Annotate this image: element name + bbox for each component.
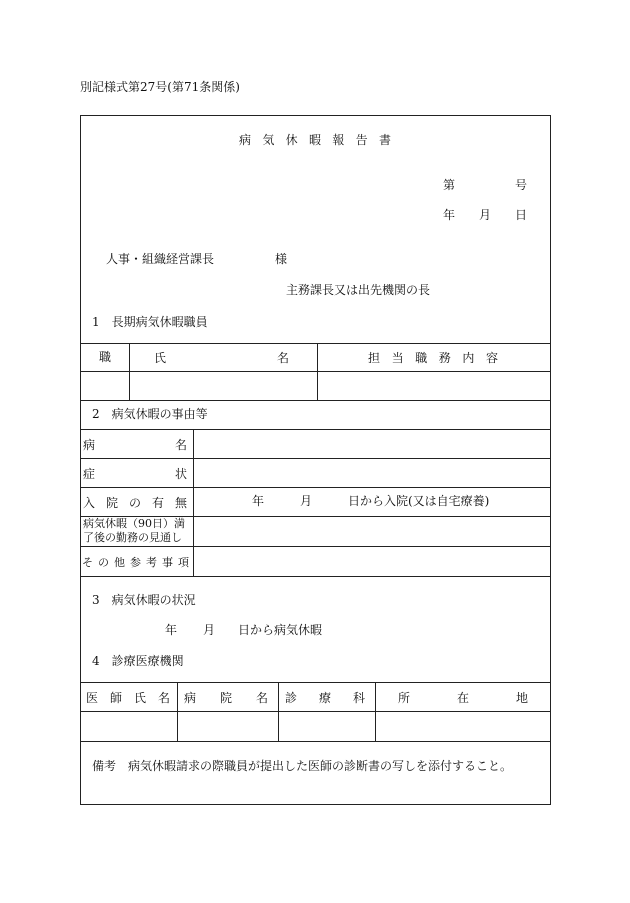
section4-heading: 4 診療医療機関 <box>92 654 184 668</box>
divider <box>80 429 551 430</box>
section2-heading: 2 病気休暇の事由等 <box>92 407 208 421</box>
addressee-name: 人事・組織経営課長 <box>106 252 215 266</box>
document-number: 第 号 <box>443 177 527 192</box>
divider <box>278 682 279 741</box>
label-other: そ の 他 参 考 事 項 <box>82 556 189 569</box>
section3-heading: 3 病気休暇の状況 <box>92 593 196 607</box>
label-hospitalization: 入 院 の 有 無 <box>83 495 187 510</box>
label-outlook-line2: 了後の勤務の見通し <box>83 531 182 544</box>
leave-year: 年 <box>165 623 178 637</box>
col-department: 診 療 科 <box>285 690 365 705</box>
frame-right <box>550 115 551 805</box>
hosp-detail: 日から入院(又は自宅療養) <box>348 494 490 508</box>
frame-bottom <box>80 804 551 805</box>
divider <box>80 343 551 344</box>
remark: 備考 病気休暇請求の際職員が提出した医師の診断書の写しを添付すること。 <box>92 759 513 773</box>
divider <box>177 682 178 741</box>
section1-heading: 1 長期病気休暇職員 <box>92 315 208 329</box>
divider <box>80 487 551 488</box>
divider <box>129 343 130 400</box>
leave-detail: 日から病気休暇 <box>238 623 323 637</box>
hosp-month: 月 <box>300 494 313 508</box>
label-symptom: 症 状 <box>83 466 187 481</box>
divider <box>80 711 551 712</box>
sender: 主務課長又は出先機関の長 <box>286 283 431 297</box>
col-duties: 担 当 職 務 内 容 <box>368 350 498 365</box>
addressee-honorific: 様 <box>275 252 288 266</box>
form-title: 病 気 休 暇 報 告 書 <box>239 132 391 147</box>
divider <box>80 682 551 683</box>
col-name: 氏 名 <box>154 350 289 365</box>
frame-top <box>80 115 551 116</box>
col-doctor-name: 医 師 氏 名 <box>86 690 170 705</box>
frame-left <box>80 115 81 805</box>
hosp-year: 年 <box>252 494 265 508</box>
col-address: 所 在 地 <box>398 690 528 705</box>
divider <box>80 546 551 547</box>
divider <box>80 741 551 742</box>
label-outlook-line1: 病気休暇（90日）満 <box>83 517 185 530</box>
divider <box>317 343 318 400</box>
leave-month: 月 <box>203 623 216 637</box>
divider <box>80 371 551 372</box>
form-reference: 別記様式第27号(第71条関係) <box>80 80 240 94</box>
divider <box>80 576 551 577</box>
divider <box>80 400 551 401</box>
document-date: 年 月 日 <box>443 207 527 222</box>
divider <box>375 682 376 741</box>
divider <box>80 458 551 459</box>
col-hospital-name: 病 院 名 <box>184 690 268 705</box>
divider <box>193 429 194 576</box>
col-position: 職 <box>99 350 112 364</box>
label-disease: 病 名 <box>83 437 187 452</box>
